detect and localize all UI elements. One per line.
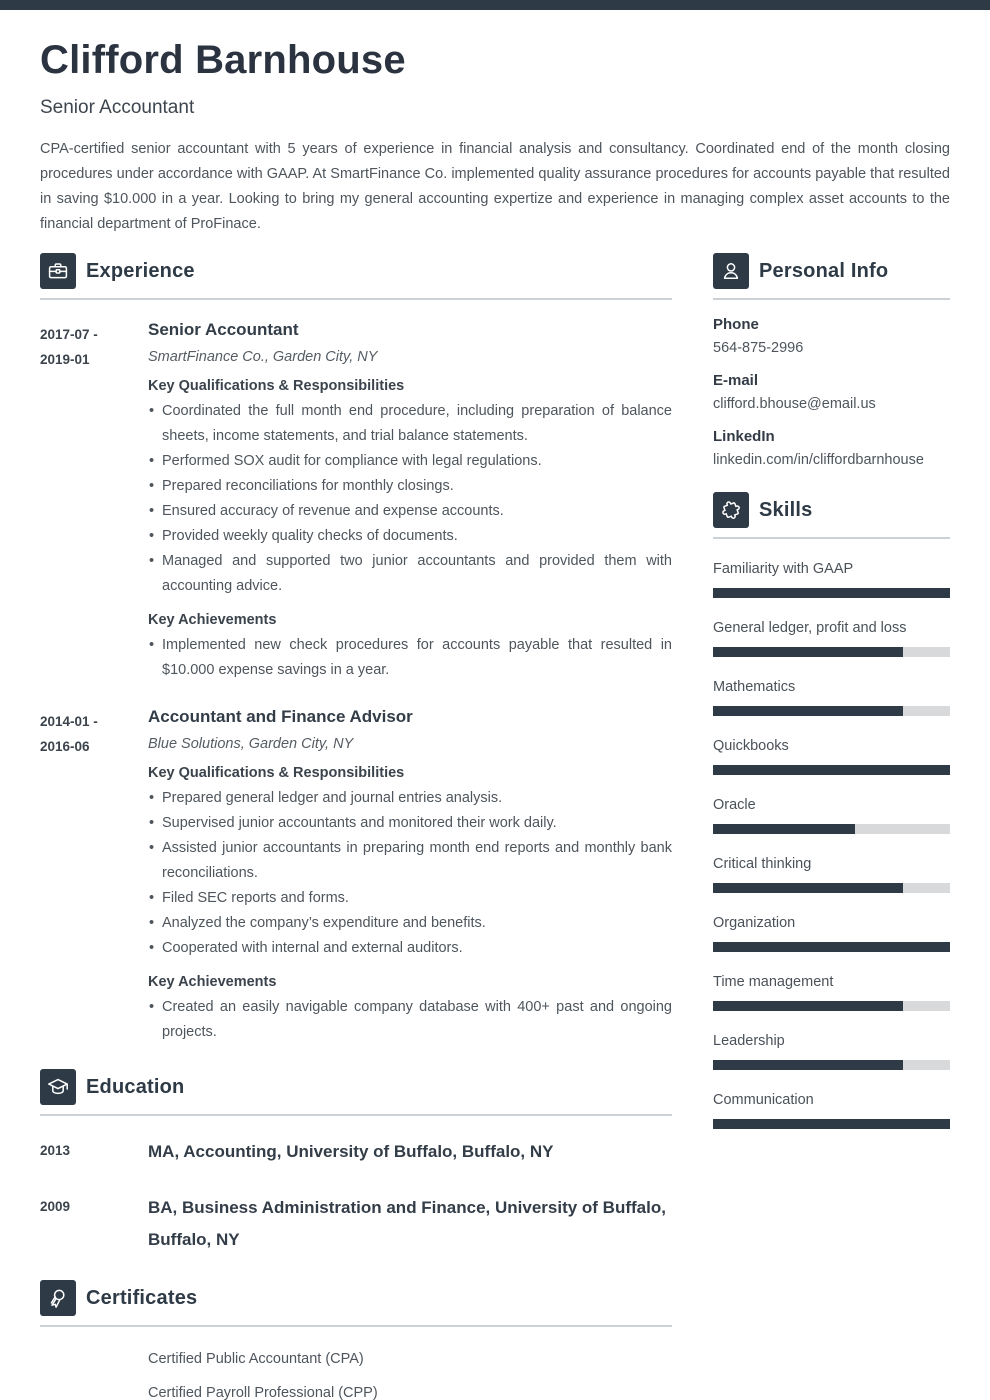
field-label: Phone	[713, 316, 759, 333]
education-section	[40, 1069, 672, 1256]
skill-bar-track	[713, 1119, 950, 1129]
bullet-item: • Created an easily navigable company database with 400+ past and ongoing projects.	[148, 995, 672, 1045]
linkedin-value: linkedin.com/in/cliffordbarnhouse	[713, 452, 924, 468]
bullet-item: • Managed and supported two junior accountants and provided them with accounting advice.	[148, 549, 672, 599]
skills-section-header	[713, 492, 950, 539]
personal-info-field	[713, 372, 950, 412]
bullet-item: • Assisted junior accountants in preparing month end reports and monthly bank reconciliations.	[148, 836, 672, 886]
skill-bar-track	[713, 942, 950, 952]
skill-bar-fill	[713, 706, 903, 716]
skill-name: Oracle	[713, 797, 756, 813]
degree-title: BA, Business Administration and Finance, University of Buffalo, Buffalo, NY	[148, 1198, 666, 1249]
field-label: E-mail	[713, 372, 759, 389]
personal-info-section	[713, 253, 950, 468]
date-to: 2016-06	[40, 739, 90, 754]
qualifications-heading: Key Qualifications & Responsibilities	[148, 378, 405, 394]
skill-bar-fill	[713, 824, 855, 834]
skill-bar-fill	[713, 942, 950, 952]
field-label: LinkedIn	[713, 428, 775, 445]
experience-section-header	[40, 253, 672, 300]
skill-name: Mathematics	[713, 679, 796, 695]
skill-bar-track	[713, 824, 950, 834]
certificates-list	[148, 1347, 672, 1400]
skills-section	[713, 492, 950, 1129]
main-column	[40, 253, 672, 1400]
experience-heading: Experience	[86, 259, 195, 282]
skill-item	[713, 620, 950, 657]
experience-entry	[40, 320, 672, 683]
skill-name: Time management	[713, 974, 834, 990]
skill-item	[713, 974, 950, 1011]
skill-item	[713, 915, 950, 952]
bullet-item: • Implemented new check procedures for accounts payable that resulted in $10.000 expense savings in a year.	[148, 633, 672, 683]
date-from: 2014-01 -	[40, 714, 98, 729]
personal-info-heading: Personal Info	[759, 259, 889, 282]
job-company: Blue Solutions, Garden City, NY	[148, 736, 354, 752]
candidate-name: Clifford Barnhouse	[40, 38, 406, 82]
job-title: Accountant and Finance Advisor	[148, 707, 413, 726]
date-to: 2019-01	[40, 352, 90, 367]
resume-header	[0, 10, 990, 237]
skill-name: Familiarity with GAAP	[713, 561, 854, 577]
skill-bar-track	[713, 706, 950, 716]
education-year: 2013	[40, 1143, 71, 1158]
skill-item	[713, 679, 950, 716]
bullet-item: • Provided weekly quality checks of documents.	[148, 524, 672, 549]
achievements-list	[148, 633, 672, 683]
experience-section	[40, 253, 672, 1045]
top-accent-bar	[0, 0, 990, 10]
entry-body	[148, 1192, 672, 1256]
skill-bar-fill	[713, 765, 950, 775]
person-icon	[713, 253, 749, 289]
skill-item	[713, 856, 950, 893]
certificates-date-spacer	[40, 1347, 148, 1400]
skill-name: General ledger, profit and loss	[713, 620, 907, 636]
puzzle-piece-icon	[713, 492, 749, 528]
education-entry	[40, 1136, 672, 1168]
personal-info-field	[713, 316, 950, 356]
skill-item	[713, 1033, 950, 1070]
skill-name: Organization	[713, 915, 796, 931]
qualifications-list	[148, 399, 672, 599]
award-ribbon-icon	[40, 1280, 76, 1316]
achievements-heading: Key Achievements	[148, 612, 277, 628]
skill-bar-fill	[713, 883, 903, 893]
bullet-item: • Ensured accuracy of revenue and expense accounts.	[148, 499, 672, 524]
email-value: clifford.bhouse@email.us	[713, 396, 876, 412]
degree-title: MA, Accounting, University of Buffalo, Buffalo, NY	[148, 1142, 554, 1161]
skills-heading: Skills	[759, 498, 813, 521]
skill-bar-fill	[713, 588, 950, 598]
sidebar-column	[713, 253, 950, 1129]
skill-bar-fill	[713, 1001, 903, 1011]
achievements-heading: Key Achievements	[148, 974, 277, 990]
bullet-item: • Analyzed the company’s expenditure and benefits.	[148, 911, 672, 936]
education-entry	[40, 1192, 672, 1256]
skill-item	[713, 797, 950, 834]
personal-info-section-header	[713, 253, 950, 300]
graduation-cap-icon	[40, 1069, 76, 1105]
content-columns	[0, 253, 990, 1400]
education-heading: Education	[86, 1075, 185, 1098]
phone-value: 564-875-2996	[713, 340, 804, 356]
skill-item	[713, 738, 950, 775]
professional-summary: CPA-certified senior accountant with 5 years of experience in financial analysis and consultancy. Coordinated end of the month closing procedures under accordance with GAAP. At SmartFinance Co. implemented quality assurance procedures for accounts payable that resulted in saving $10.000 in a year. Looking to bring my general accounting expertize and experience in managing complex asset accounts to the financial department of ProFinace.	[40, 141, 950, 232]
skill-bar-track	[713, 1060, 950, 1070]
skill-bar-track	[713, 1001, 950, 1011]
skill-item	[713, 1092, 950, 1129]
job-title: Senior Accountant	[148, 320, 299, 339]
qualifications-list	[148, 786, 672, 961]
skill-bar-fill	[713, 647, 903, 657]
entry-dates	[40, 707, 148, 1045]
skill-bar-fill	[713, 1060, 903, 1070]
bullet-item: • Filed SEC reports and forms.	[148, 886, 672, 911]
experience-entry	[40, 707, 672, 1045]
briefcase-icon	[40, 253, 76, 289]
certificates-section	[40, 1280, 672, 1400]
bullet-item: • Prepared general ledger and journal entries analysis.	[148, 786, 672, 811]
bullet-item: • Supervised junior accountants and monitored their work daily.	[148, 811, 672, 836]
achievements-list	[148, 995, 672, 1045]
job-company: SmartFinance Co., Garden City, NY	[148, 349, 378, 365]
date-from: 2017-07 -	[40, 327, 98, 342]
skill-name: Critical thinking	[713, 856, 812, 872]
entry-body	[148, 1136, 672, 1168]
entry-body	[148, 320, 672, 683]
certificates-heading: Certificates	[86, 1286, 198, 1309]
entry-dates	[40, 320, 148, 683]
candidate-job-title: Senior Accountant	[40, 97, 195, 118]
education-year: 2009	[40, 1199, 71, 1214]
skill-bar-track	[713, 765, 950, 775]
skill-name: Communication	[713, 1092, 814, 1108]
skill-bar-track	[713, 883, 950, 893]
education-section-header	[40, 1069, 672, 1116]
bullet-item: • Prepared reconciliations for monthly closings.	[148, 474, 672, 499]
skill-name: Quickbooks	[713, 738, 789, 754]
certificates-section-header	[40, 1280, 672, 1327]
certificate-item: Certified Public Accountant (CPA)	[148, 1351, 364, 1367]
bullet-item: • Cooperated with internal and external auditors.	[148, 936, 672, 961]
bullet-item: • Performed SOX audit for compliance with legal regulations.	[148, 449, 672, 474]
skill-name: Leadership	[713, 1033, 785, 1049]
skill-bar-track	[713, 588, 950, 598]
skill-item	[713, 561, 950, 598]
entry-body	[148, 707, 672, 1045]
certificates-entry	[40, 1347, 672, 1400]
certificate-item: Certified Payroll Professional (CPP)	[148, 1385, 378, 1400]
bullet-item: • Coordinated the full month end procedure, including preparation of balance sheets, income statements, and trial balance statements.	[148, 399, 672, 449]
qualifications-heading: Key Qualifications & Responsibilities	[148, 765, 405, 781]
skill-bar-fill	[713, 1119, 950, 1129]
personal-info-field	[713, 428, 950, 468]
skill-bar-track	[713, 647, 950, 657]
